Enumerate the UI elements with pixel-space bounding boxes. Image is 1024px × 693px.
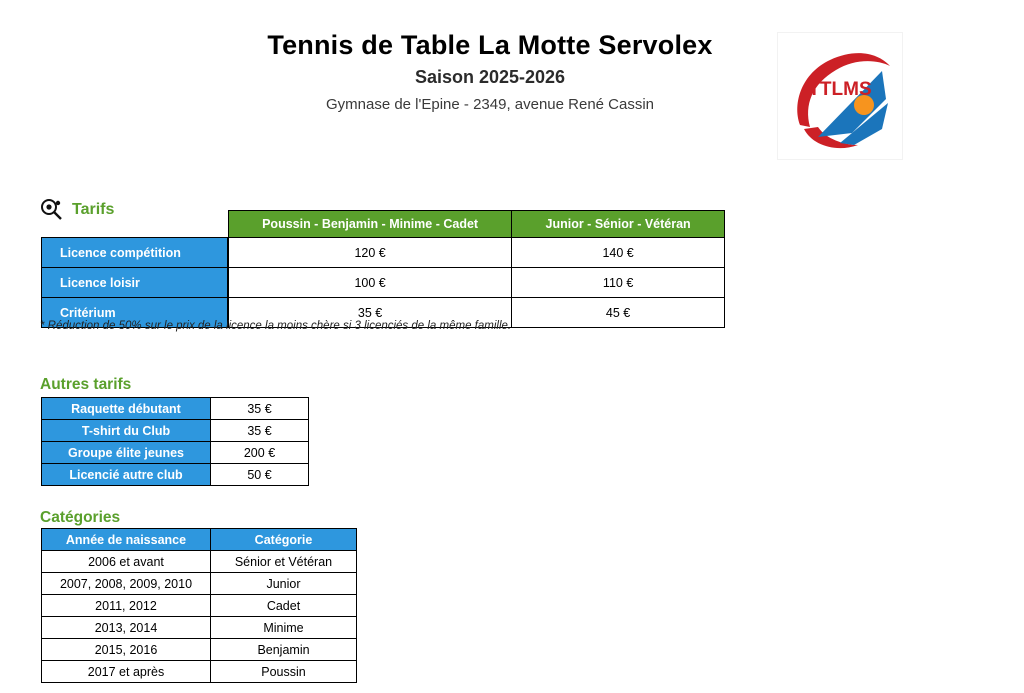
categories-categorie: Minime [211,617,357,639]
categories-categorie: Benjamin [211,639,357,661]
tarifs-footnote: * Réduction de 50% sur le prix de la licence la moins chère si 3 licenciés de la même famille. [40,320,512,332]
paddle-icon [40,198,64,222]
table-row [42,661,357,683]
autres-row-value: 200 € [211,442,309,464]
table-row [42,573,357,595]
table-header-row [229,211,725,238]
table-row [229,268,725,298]
table-row [42,464,309,486]
tarifs-cell: 100 € [229,268,512,298]
autres-row-label: Licencié autre club [42,464,211,486]
categories-categorie: Cadet [211,595,357,617]
table-row [42,551,357,573]
categories-col-header-1: Année de naissance [42,529,211,551]
tarifs-row-label: Licence loisir [42,268,228,298]
logo-text: TTLMS [808,79,872,100]
categories-annee: 2013, 2014 [42,617,211,639]
table-header-row [42,529,357,551]
tarifs-col-header-2: Junior - Sénior - Vétéran [512,211,725,238]
categories-categorie: Poussin [211,661,357,683]
categories-annee: 2017 et après [42,661,211,683]
tarifs-cell: 110 € [512,268,725,298]
club-logo [778,33,902,159]
tarifs-cell: 45 € [512,298,725,328]
table-row [42,420,309,442]
tarifs-section-header [40,198,114,222]
table-row [42,595,357,617]
autres-row-label: Groupe élite jeunes [42,442,211,464]
categories-annee: 2015, 2016 [42,639,211,661]
autres-tarifs-title: Autres tarifs [40,376,132,393]
ttlms-logo-icon [778,33,902,159]
tarifs-col-header-1: Poussin - Benjamin - Minime - Cadet [229,211,512,238]
categories-categorie: Sénior et Vétéran [211,551,357,573]
table-row [42,617,357,639]
tarifs-row-label: Licence compétition [42,238,228,268]
page-title: Tennis de Table La Motte Servolex [267,30,713,60]
tarifs-section-label: Tarifs [72,201,115,218]
table-row [42,442,309,464]
categories-categorie: Junior [211,573,357,595]
table-row [42,639,357,661]
tarifs-cell: 140 € [512,238,725,268]
autres-row-label: Raquette débutant [42,398,211,420]
tarifs-table [228,210,725,328]
autres-row-value: 35 € [211,398,309,420]
tarifs-cell: 35 € [229,298,512,328]
categories-title: Catégories [40,509,121,526]
venue-address: Gymnase de l'Epine - 2349, avenue René Cassin [325,96,655,114]
autres-row-value: 50 € [211,464,309,486]
table-row [229,238,725,268]
autres-row-value: 35 € [211,420,309,442]
categories-annee: 2006 et avant [42,551,211,573]
autres-tarifs-table [41,397,309,486]
categories-col-header-2: Catégorie [211,529,357,551]
tarifs-cell: 120 € [229,238,512,268]
table-row [42,398,309,420]
tarifs-row-labels [41,237,228,328]
season-subtitle: Saison 2025-2026 [414,67,566,88]
autres-row-label: T-shirt du Club [42,420,211,442]
table-row [42,268,228,298]
categories-table [41,528,357,683]
table-row [42,238,228,268]
categories-annee: 2011, 2012 [42,595,211,617]
tarifs-row-label: Critérium [42,298,228,328]
categories-annee: 2007, 2008, 2009, 2010 [42,573,211,595]
